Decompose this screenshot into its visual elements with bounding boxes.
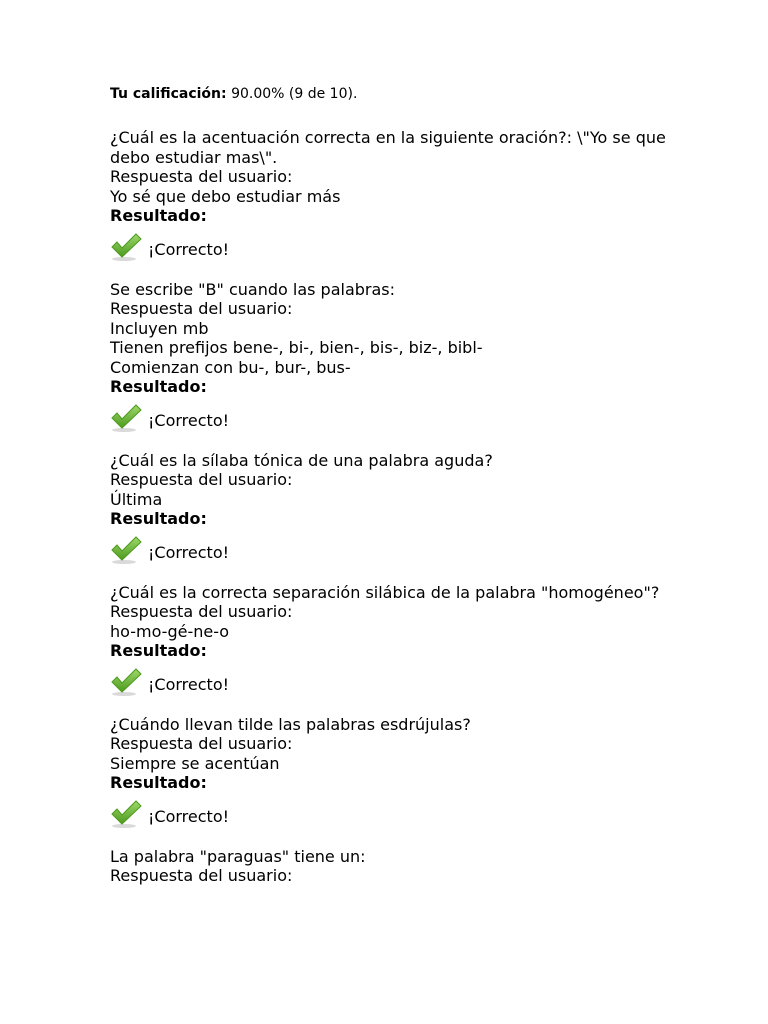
grade-label: Tu calificación: <box>110 86 227 102</box>
grade-value: 90.00% (9 de 10). <box>231 86 358 102</box>
user-answer-value: Yo sé que debo estudiar más <box>110 186 341 206</box>
result-label: Resultado: <box>110 206 207 225</box>
result-row <box>110 228 710 262</box>
question-text: La palabra "paraguas" tiene un: <box>110 846 366 866</box>
result-row <box>110 663 710 697</box>
question-list <box>110 128 710 886</box>
question-text: ¿Cuál es la correcta separación silábica de la palabra "homogéneo"? <box>110 582 660 602</box>
result-row <box>110 531 710 565</box>
result-correct-text: ¡Correcto! <box>148 410 230 430</box>
result-row <box>110 399 710 433</box>
question-text: Se escribe "B" cuando las palabras: <box>110 279 396 299</box>
user-answer-value: ho-mo-gé-ne-o <box>110 621 230 641</box>
user-answer-value: Incluyen mb <box>110 318 209 338</box>
user-answer-label: Respuesta del usuario: <box>110 299 293 318</box>
question-text: ¿Cuál es la acentuación correcta en la siguiente oración?: \"Yo se que debo estudiar mas\". <box>110 128 666 167</box>
user-answer-value: Siempre se acentúan <box>110 753 280 773</box>
user-answer-label: Respuesta del usuario: <box>110 866 293 885</box>
result-label: Resultado: <box>110 377 207 396</box>
question-block <box>110 451 710 565</box>
question-block <box>110 128 710 262</box>
checkmark-icon <box>110 535 142 565</box>
result-label: Resultado: <box>110 773 207 792</box>
checkmark-icon <box>110 667 142 697</box>
user-answer-label: Respuesta del usuario: <box>110 470 293 489</box>
user-answer-label: Respuesta del usuario: <box>110 734 293 753</box>
result-correct-text: ¡Correcto! <box>148 542 230 562</box>
quiz-results <box>110 84 710 904</box>
result-label: Resultado: <box>110 641 207 660</box>
user-answer-value: Comienzan con bu-, bur-, bus- <box>110 357 351 377</box>
user-answer-label: Respuesta del usuario: <box>110 167 293 186</box>
result-correct-text: ¡Correcto! <box>148 806 230 826</box>
result-row <box>110 795 710 829</box>
question-block <box>110 280 710 433</box>
checkmark-icon <box>110 232 142 262</box>
result-correct-text: ¡Correcto! <box>148 674 230 694</box>
checkmark-icon <box>110 799 142 829</box>
result-label: Resultado: <box>110 509 207 528</box>
question-block <box>110 847 710 886</box>
question-text: ¿Cuál es la sílaba tónica de una palabra aguda? <box>110 450 493 470</box>
checkmark-icon <box>110 403 142 433</box>
user-answer-value: Última <box>110 489 163 509</box>
question-block <box>110 715 710 829</box>
user-answer-label: Respuesta del usuario: <box>110 602 293 621</box>
question-text: ¿Cuándo llevan tilde las palabras esdrújulas? <box>110 714 471 734</box>
result-correct-text: ¡Correcto! <box>148 239 230 259</box>
user-answer-value: Tienen prefijos bene-, bi-, bien-, bis-, biz-, bibl- <box>110 338 483 357</box>
question-block <box>110 583 710 697</box>
grade-summary <box>110 84 710 104</box>
